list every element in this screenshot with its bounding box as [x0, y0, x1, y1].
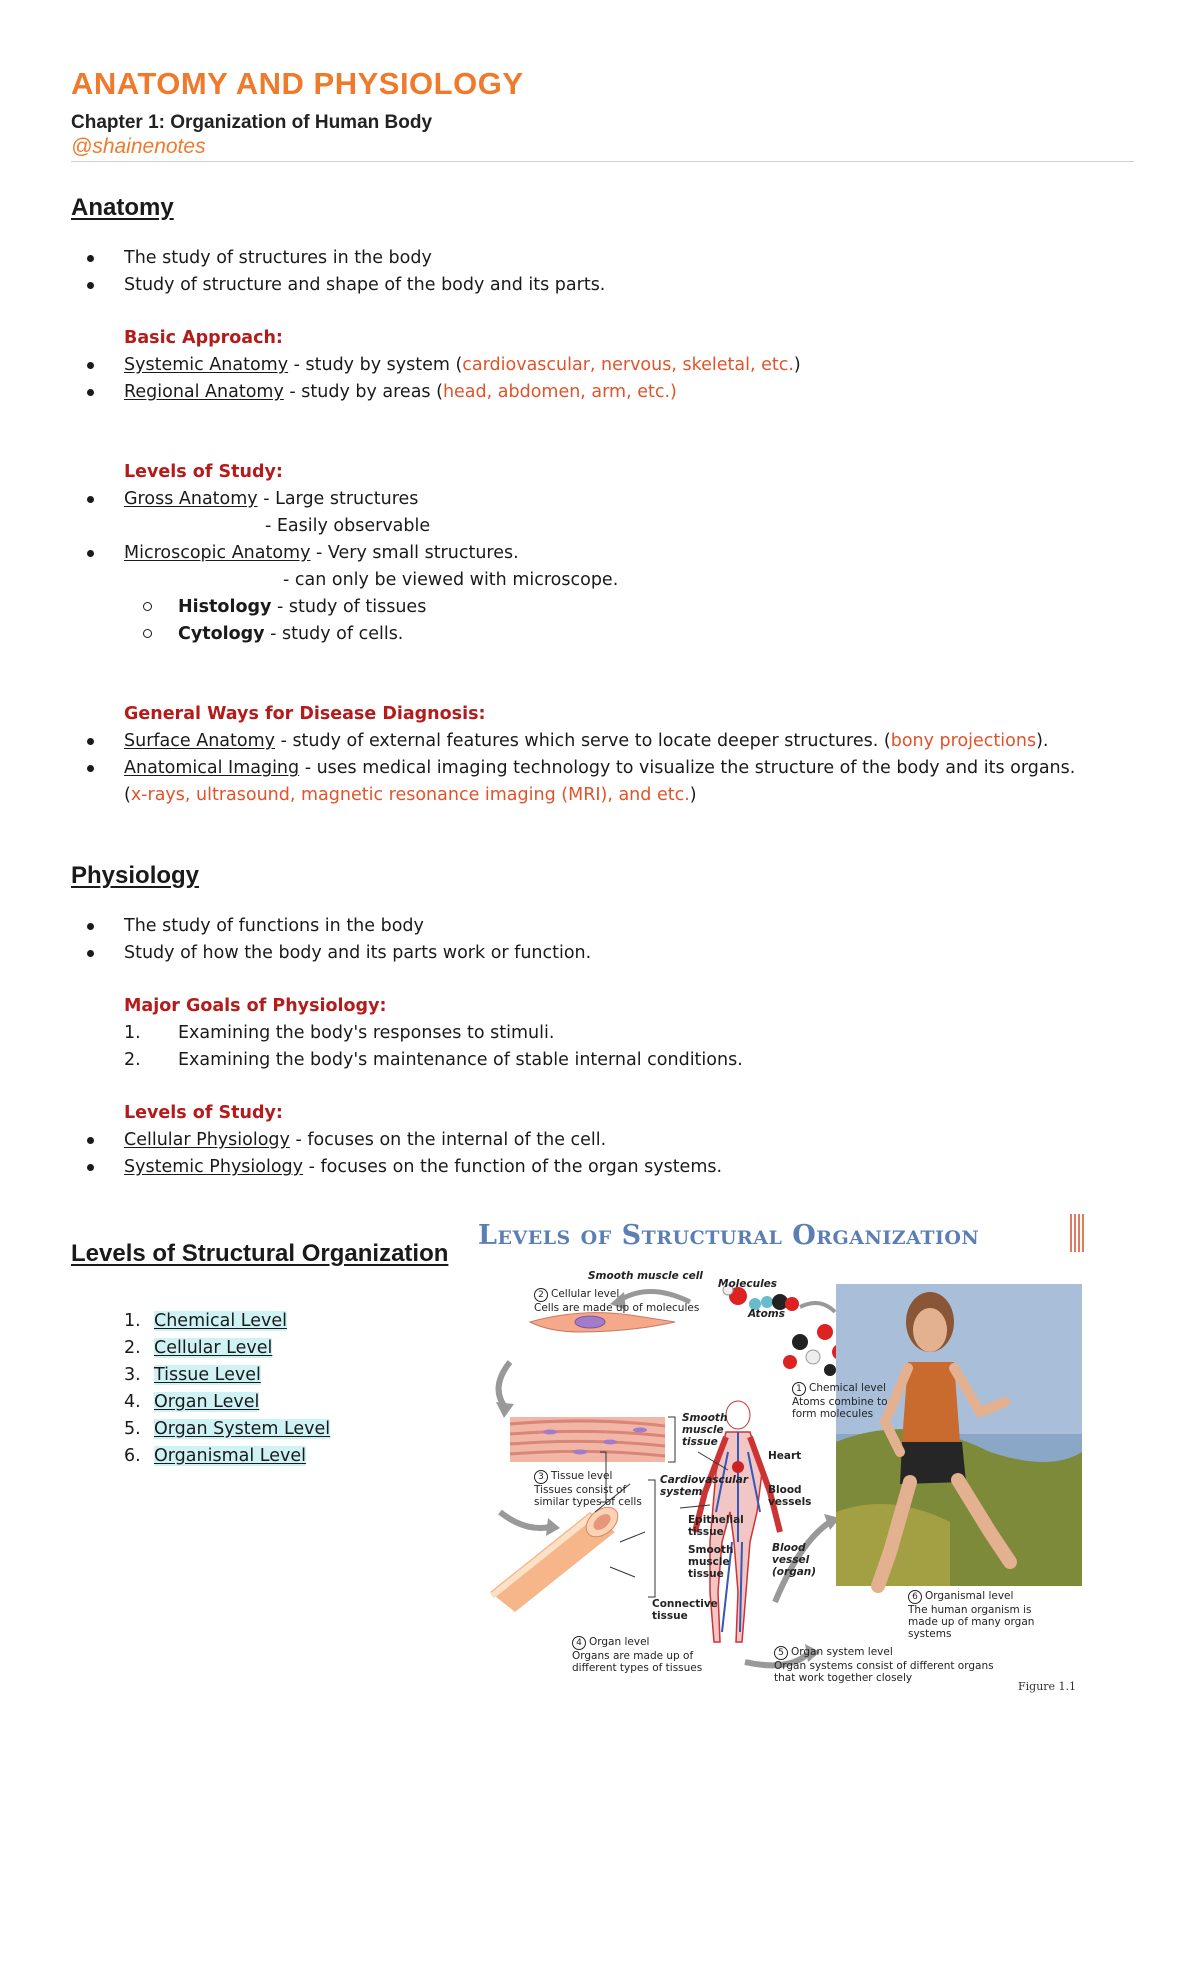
step-number: 6 — [908, 1590, 922, 1604]
header-divider — [71, 161, 1134, 162]
bullet-icon — [87, 765, 94, 772]
desc: - study of external features which serve to locate deeper structures. ( — [275, 731, 891, 751]
imaging-item — [124, 757, 1075, 779]
physiology-heading: Physiology — [71, 862, 200, 889]
term: Cellular Physiology — [124, 1130, 290, 1150]
step-number: 4 — [572, 1636, 586, 1650]
regional-anatomy-item — [124, 381, 677, 403]
step-number: 3 — [534, 1470, 548, 1484]
link[interactable]: Organ Level — [154, 1392, 260, 1412]
gross-anatomy-desc2: - Easily observable — [265, 516, 431, 536]
desc: Cells are made up of molecules — [534, 1302, 700, 1314]
physiology-bullet-2: Study of how the body and its parts work or function. — [124, 943, 592, 963]
figure-caption: Figure 1.1 — [1018, 1680, 1077, 1693]
close: ). — [1036, 731, 1049, 751]
bullet-icon — [87, 1137, 94, 1144]
desc: - study by areas ( — [283, 382, 443, 402]
smooth-muscle-cell-label: Smooth muscle cell — [588, 1270, 703, 1282]
physiology-levels-label: Levels of Study: — [124, 1103, 283, 1123]
list-number: 2. — [124, 1338, 141, 1358]
structural-item-3 — [124, 1364, 261, 1386]
list-number: 1. — [124, 1311, 141, 1331]
desc: Tissues consist of similar types of cells — [534, 1484, 642, 1508]
connective-tissue-label: Connective tissue — [652, 1598, 718, 1622]
list-number: 6. — [124, 1446, 141, 1466]
structural-item-4 — [124, 1391, 259, 1413]
smooth-muscle-tissue-label: Smooth muscle tissue — [682, 1412, 728, 1448]
title: Organismal level — [925, 1590, 1014, 1602]
list-number: 3. — [124, 1365, 141, 1385]
bullet-icon — [87, 550, 94, 557]
list-number: 1. — [124, 1023, 141, 1043]
desc: Organ systems consist of different organs that work together closely — [774, 1660, 994, 1684]
examples: head, abdomen, arm, etc.) — [442, 382, 677, 402]
close: ) — [793, 355, 801, 375]
title: Tissue level — [551, 1470, 613, 1482]
bullet-icon — [87, 255, 94, 262]
desc: - study of cells. — [264, 624, 404, 644]
bullet-icon — [87, 923, 94, 930]
examples: x-rays, ultrasound, magnetic resonance imaging (MRI), and etc. — [130, 785, 690, 805]
goal-item-2: Examining the body's maintenance of stable internal conditions. — [178, 1050, 743, 1070]
desc: - focuses on the internal of the cell. — [289, 1130, 607, 1150]
bullet-icon — [87, 282, 94, 289]
smooth-muscle-tissue-2-label: Smooth muscle tissue — [688, 1544, 734, 1580]
structural-item-6 — [124, 1445, 306, 1467]
gross-anatomy-item — [124, 488, 418, 510]
link[interactable]: Cellular Level — [154, 1338, 273, 1358]
figure-title: Levels of Structural Organization — [478, 1220, 980, 1251]
organismal-level-label — [908, 1590, 1048, 1640]
link[interactable]: Organ System Level — [154, 1419, 331, 1439]
goals-label: Major Goals of Physiology: — [124, 996, 387, 1016]
anatomy-bullet-2: Study of structure and shape of the body and its parts. — [124, 275, 606, 295]
term: Regional Anatomy — [124, 382, 284, 402]
close: ) — [689, 785, 697, 805]
desc: - focuses on the function of the organ systems. — [303, 1157, 723, 1177]
list-number: 2. — [124, 1050, 141, 1070]
examples: cardiovascular, nervous, skeletal, etc. — [462, 355, 794, 375]
term: Microscopic Anatomy — [124, 543, 311, 563]
surface-anatomy-item — [124, 730, 1048, 752]
title: Chemical level — [809, 1382, 887, 1394]
diagnosis-label: General Ways for Disease Diagnosis: — [124, 704, 486, 724]
bullet-icon — [87, 738, 94, 745]
structural-organization-figure — [470, 1212, 1090, 1702]
molecules-label: Molecules — [718, 1278, 778, 1290]
chemical-level-label — [792, 1382, 892, 1420]
circle-bullet-icon — [143, 629, 152, 638]
bullet-icon — [87, 389, 94, 396]
goal-item-1: Examining the body's responses to stimuli. — [178, 1023, 555, 1043]
link[interactable]: Tissue Level — [154, 1365, 261, 1385]
author-handle: @shainenotes — [71, 135, 206, 158]
term: Surface Anatomy — [124, 731, 275, 751]
cellular-level-label — [534, 1288, 724, 1314]
organ-level-label — [572, 1636, 712, 1674]
term: Gross Anatomy — [124, 489, 258, 509]
smooth-muscle-cell-drawing — [530, 1313, 675, 1332]
title: Organ level — [589, 1636, 650, 1648]
organ-system-level-label — [774, 1646, 1014, 1684]
bullet-icon — [87, 496, 94, 503]
basic-approach-label: Basic Approach: — [124, 328, 283, 348]
examples: bony projections — [890, 731, 1037, 751]
systemic-physiology-item — [124, 1156, 722, 1178]
list-number: 4. — [124, 1392, 141, 1412]
list-number: 5. — [124, 1419, 141, 1439]
desc: Organs are made up of different types of tissues — [572, 1650, 703, 1674]
physiology-bullet-1: The study of functions in the body — [124, 916, 424, 936]
desc: - study of tissues — [271, 597, 427, 617]
systemic-anatomy-item — [124, 354, 801, 376]
cellular-physiology-item — [124, 1129, 606, 1151]
anatomy-heading: Anatomy — [71, 194, 174, 221]
cardiovascular-system-label: Cardiovascular system — [660, 1474, 749, 1498]
cytology-item — [178, 623, 403, 645]
term: Anatomical Imaging — [124, 758, 300, 778]
term: Histology — [178, 597, 272, 617]
document-title: ANATOMY AND PHYSIOLOGY — [71, 66, 524, 101]
circle-bullet-icon — [143, 602, 152, 611]
epithelial-tissue-label: Epithelial tissue — [688, 1514, 744, 1538]
chapter-subtitle: Chapter 1: Organization of Human Body — [71, 112, 433, 133]
muscle-tissue-drawing — [510, 1417, 665, 1462]
blood-vessel-organ-label: Blood vessel (organ) — [772, 1542, 817, 1578]
term: Systemic Physiology — [124, 1157, 304, 1177]
microscopic-anatomy-item — [124, 542, 519, 564]
structural-item-5 — [124, 1418, 330, 1440]
anatomy-levels-label: Levels of Study: — [124, 462, 283, 482]
tissue-level-label — [534, 1470, 644, 1508]
link[interactable]: Organismal Level — [154, 1446, 306, 1466]
term: Systemic Anatomy — [124, 355, 289, 375]
blood-vessels-label: Blood vessels — [768, 1484, 812, 1508]
structural-heading: Levels of Structural Organization — [71, 1240, 449, 1267]
title: Organ system level — [791, 1646, 893, 1658]
bullet-icon — [87, 950, 94, 957]
desc: - uses medical imaging technology to visualize the structure of the body and its organs. — [299, 758, 1076, 778]
open: ( — [124, 785, 131, 805]
structural-item-1 — [124, 1310, 287, 1332]
term: Cytology — [178, 624, 265, 644]
bullet-icon — [87, 1164, 94, 1171]
desc: - Large structures — [257, 489, 419, 509]
step-number: 2 — [534, 1288, 548, 1302]
anatomy-bullet-1: The study of structures in the body — [124, 248, 432, 268]
step-number: 5 — [774, 1646, 788, 1660]
step-number: 1 — [792, 1382, 806, 1396]
link[interactable]: Chemical Level — [154, 1311, 287, 1331]
desc: Atoms combine to form molecules — [792, 1396, 888, 1420]
title: Cellular level — [551, 1288, 620, 1300]
bullet-icon — [87, 362, 94, 369]
imaging-examples — [124, 784, 697, 806]
desc: The human organism is made up of many organ systems — [908, 1604, 1035, 1640]
heart-label: Heart — [768, 1450, 802, 1462]
desc: - Very small structures. — [310, 543, 519, 563]
desc: - study by system ( — [288, 355, 463, 375]
histology-item — [178, 596, 426, 618]
microscopic-anatomy-desc2: - can only be viewed with microscope. — [283, 570, 619, 590]
structural-item-2 — [124, 1337, 272, 1359]
atoms-label: Atoms — [748, 1308, 785, 1320]
runner-photo — [836, 1284, 1082, 1586]
